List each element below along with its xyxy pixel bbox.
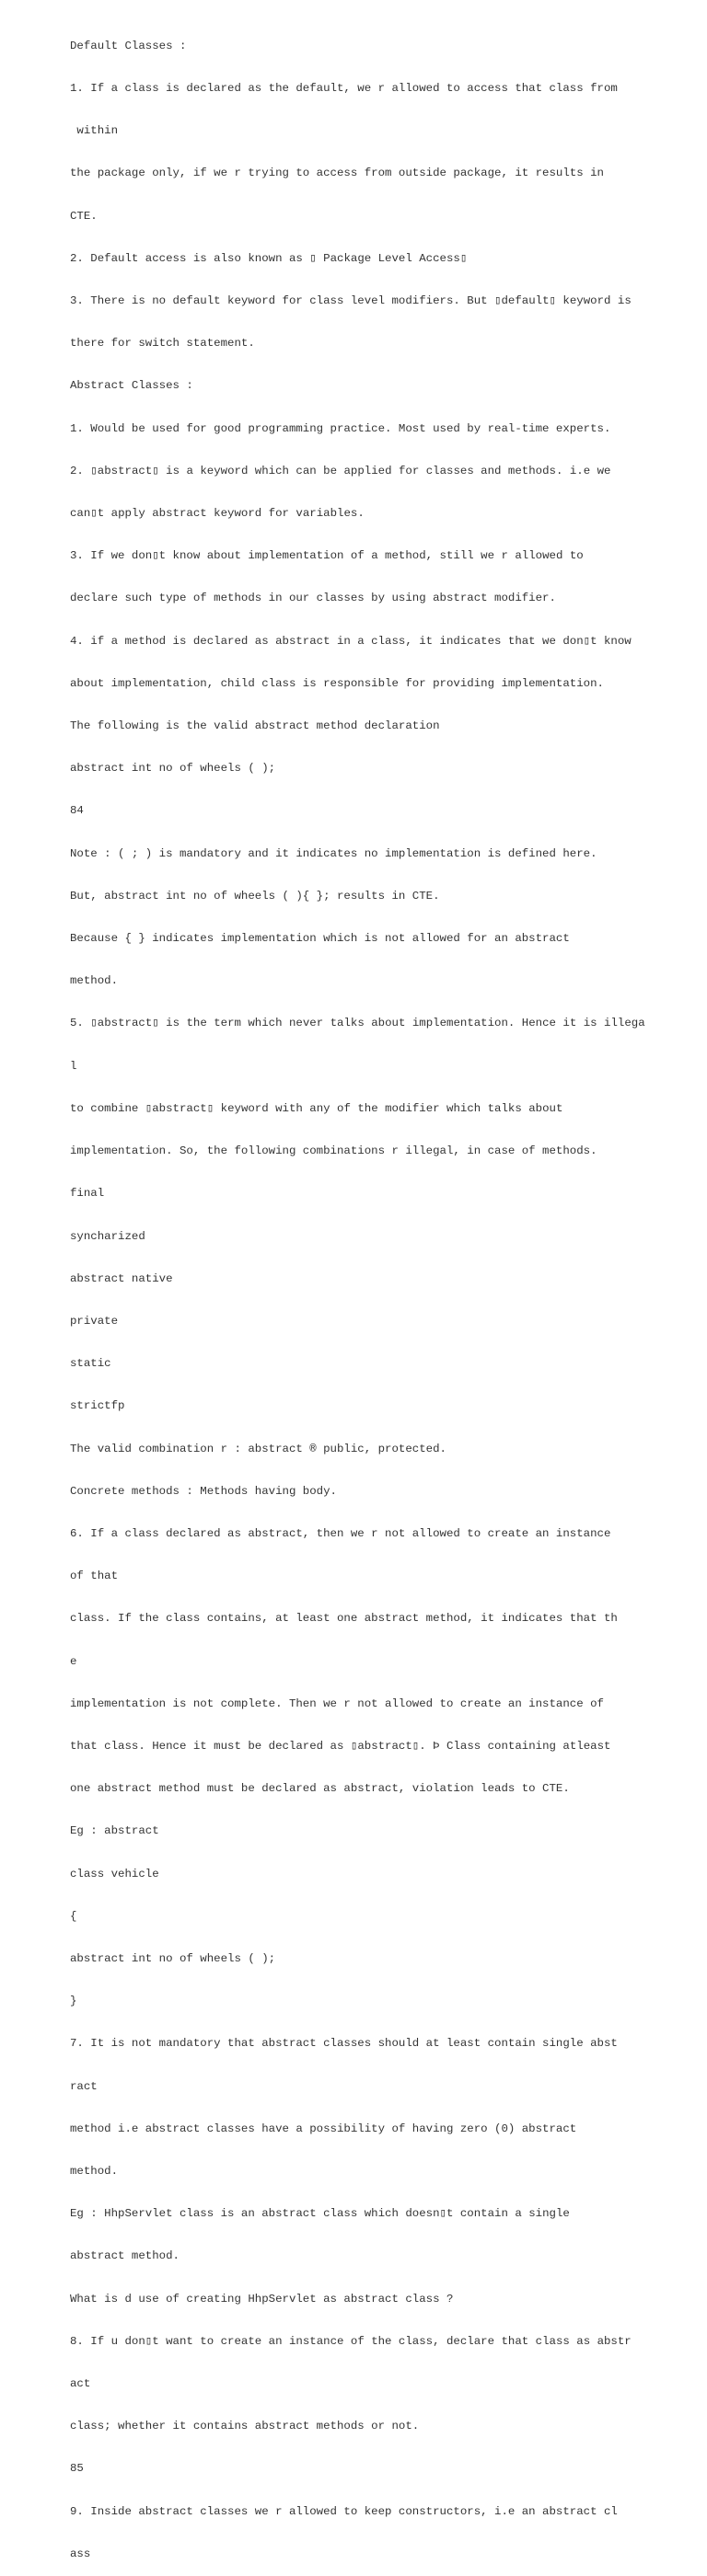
text-line: method.	[70, 974, 119, 988]
text-line: 3. If we don▯t know about implementation of a method, still we r allowed to	[70, 549, 584, 563]
text-line: strictfp	[70, 1399, 125, 1413]
text-line: can▯t apply abstract keyword for variables.	[70, 507, 365, 521]
text-line: 5. ▯abstract▯ is the term which never talks about implementation. Hence it is illega	[70, 1017, 645, 1030]
text-line: abstract int no of wheels ( );	[70, 1951, 276, 1965]
text-line: Because { } indicates implementation which is not allowed for an abstract	[70, 932, 570, 946]
text-line: 3. There is no default keyword for class level modifiers. But ▯default▯ keyword is	[70, 294, 632, 308]
document-text	[70, 11, 696, 2576]
text-line: static	[70, 1357, 111, 1371]
text-line: about implementation, child class is responsible for providing implementation.	[70, 676, 604, 690]
text-line: implementation is not complete. Then we r not allowed to create an instance of	[70, 1696, 604, 1710]
text-line: abstract native	[70, 1271, 173, 1285]
text-line: implementation. So, the following combinations r illegal, in case of methods.	[70, 1144, 597, 1158]
page-number: 85	[70, 2462, 84, 2476]
text-line: private	[70, 1314, 119, 1328]
text-line: 2. Default access is also known as ▯ Package Level Access▯	[70, 251, 468, 265]
text-line: of that	[70, 1570, 119, 1583]
text-line: one abstract method must be declared as abstract, violation leads to CTE.	[70, 1782, 570, 1796]
text-line: The valid combination r : abstract ® public, protected.	[70, 1442, 446, 1455]
text-line: class vehicle	[70, 1867, 159, 1880]
text-line: }	[70, 1995, 77, 2008]
text-line: Eg : abstract	[70, 1824, 159, 1838]
text-line: method i.e abstract classes have a possibility of having zero (0) abstract	[70, 2122, 577, 2135]
text-line: 1. If a class is declared as the default, we r allowed to access that class from	[70, 82, 618, 96]
text-line: syncharized	[70, 1229, 145, 1243]
text-line: to combine ▯abstract▯ keyword with any of the modifier which talks about	[70, 1101, 563, 1115]
text-line: Concrete methods : Methods having body.	[70, 1484, 337, 1498]
text-line: The following is the valid abstract method declaration	[70, 719, 440, 733]
text-line: But, abstract int no of wheels ( ){ }; results in CTE.	[70, 889, 440, 903]
text-line: final	[70, 1187, 105, 1201]
text-line: 4. if a method is declared as abstract in a class, it indicates that we don▯t know	[70, 634, 632, 648]
text-line: CTE.	[70, 209, 98, 223]
text-line: the package only, if we r trying to access from outside package, it results in	[70, 167, 604, 180]
text-line: Default Classes :	[70, 39, 187, 52]
text-line: Abstract Classes :	[70, 379, 193, 393]
text-line: 9. Inside abstract classes we r allowed to keep constructors, i.e an abstract cl	[70, 2504, 618, 2518]
text-line: abstract method.	[70, 2249, 180, 2263]
text-line: What is d use of creating HhpServlet as abstract class ?	[70, 2292, 454, 2306]
text-line: 1. Would be used for good programming practice. Most used by real-time experts.	[70, 421, 611, 435]
text-line: method.	[70, 2164, 119, 2178]
text-line: 2. ▯abstract▯ is a keyword which can be applied for classes and methods. i.e we	[70, 464, 611, 477]
text-line: 8. If u don▯t want to create an instance of the class, declare that class as abstr	[70, 2334, 632, 2348]
text-line: within	[70, 124, 119, 138]
text-line: declare such type of methods in our classes by using abstract modifier.	[70, 592, 556, 605]
text-line: class; whether it contains abstract methods or not.	[70, 2420, 420, 2433]
text-line: l	[70, 1059, 77, 1073]
text-line: Note : ( ; ) is mandatory and it indicates no implementation is defined here.	[70, 846, 597, 860]
text-line: e	[70, 1654, 77, 1668]
text-line: act	[70, 2376, 91, 2390]
text-line: class. If the class contains, at least one abstract method, it indicates that th	[70, 1612, 618, 1626]
text-line: abstract int no of wheels ( );	[70, 762, 276, 776]
text-line: Eg : HhpServlet class is an abstract class which doesn▯t contain a single	[70, 2207, 570, 2221]
page-number: 84	[70, 804, 84, 818]
text-line: 6. If a class declared as abstract, then we r not allowed to create an instance	[70, 1526, 611, 1540]
text-line: {	[70, 1909, 77, 1923]
text-line: 7. It is not mandatory that abstract classes should at least contain single abst	[70, 2037, 618, 2051]
text-line: ract	[70, 2079, 98, 2093]
text-line: ass	[70, 2547, 91, 2560]
text-line: there for switch statement.	[70, 337, 255, 351]
text-line: that class. Hence it must be declared as ▯abstract▯. Þ Class containing atleast	[70, 1739, 611, 1753]
